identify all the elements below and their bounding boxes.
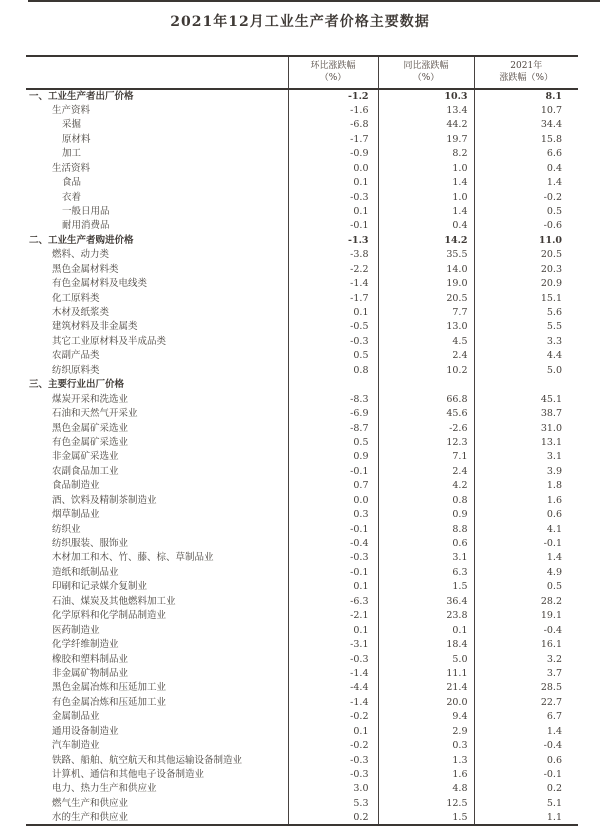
value-cell: 5.3 xyxy=(288,796,378,810)
table-row xyxy=(26,378,578,392)
row-label: 衣着 xyxy=(62,191,82,203)
value-cell: 1.8 xyxy=(474,479,578,493)
value-cell: 23.8 xyxy=(378,609,474,623)
value-cell: 6.7 xyxy=(474,710,578,724)
table-row xyxy=(26,407,578,421)
value-cell: 20.0 xyxy=(378,695,474,709)
row-label: 石油、煤炭及其他燃料加工业 xyxy=(52,595,176,607)
value-cell: 4.4 xyxy=(474,349,578,363)
value-cell: -0.3 xyxy=(288,768,378,782)
value-cell: 20.5 xyxy=(378,291,474,305)
table-row xyxy=(26,176,578,190)
value-cell: -0.1 xyxy=(474,537,578,551)
table-row xyxy=(26,392,578,406)
value-cell: 2.4 xyxy=(378,349,474,363)
value-cell: 0.9 xyxy=(378,508,474,522)
row-label: 水的生产和供应业 xyxy=(52,811,129,823)
column-header-line2: 涨跌幅（%） xyxy=(499,72,554,83)
table-row xyxy=(26,652,578,666)
table-row xyxy=(26,190,578,204)
table-row xyxy=(26,205,578,219)
value-cell: 45.1 xyxy=(474,392,578,406)
value-cell: 5.6 xyxy=(474,306,578,320)
table-row xyxy=(26,118,578,132)
value-cell: 1.6 xyxy=(378,768,474,782)
table-row xyxy=(26,320,578,334)
table-row xyxy=(26,594,578,608)
row-label: 食品制造业 xyxy=(52,480,100,492)
value-cell: 1.5 xyxy=(378,811,474,825)
row-label: 金属制品业 xyxy=(52,711,100,723)
value-cell: 12.3 xyxy=(378,436,474,450)
row-label: 造纸和纸制品业 xyxy=(52,566,119,578)
row-label: 通用设备制造业 xyxy=(52,725,119,737)
value-cell: 14.2 xyxy=(378,233,474,247)
value-cell: 10.2 xyxy=(378,363,474,377)
value-cell: -0.1 xyxy=(288,522,378,536)
value-cell: 0.1 xyxy=(378,623,474,637)
value-cell: -0.9 xyxy=(288,147,378,161)
row-label: 计算机、通信和其他电子设备制造业 xyxy=(52,769,205,781)
value-cell: 28.5 xyxy=(474,681,578,695)
table-row xyxy=(26,89,578,103)
value-cell: 44.2 xyxy=(378,118,474,132)
table-row xyxy=(26,421,578,435)
row-label: 纺织业 xyxy=(52,523,81,535)
table-row xyxy=(26,233,578,247)
value-cell: 1.0 xyxy=(378,190,474,204)
table-row xyxy=(26,132,578,146)
value-cell: 12.5 xyxy=(378,796,474,810)
row-label: 黑色金属矿采选业 xyxy=(52,422,129,434)
value-cell: 3.7 xyxy=(474,667,578,681)
row-label: 石油和天然气开采业 xyxy=(52,408,138,420)
value-cell: 3.9 xyxy=(474,464,578,478)
value-cell: 15.1 xyxy=(474,291,578,305)
value-cell: 0.6 xyxy=(474,753,578,767)
row-label: 燃料、动力类 xyxy=(52,249,110,261)
value-cell xyxy=(288,378,378,392)
value-cell: 0.3 xyxy=(378,739,474,753)
row-label: 二、工业生产者购进价格 xyxy=(29,234,134,246)
value-cell: 10.7 xyxy=(474,103,578,117)
page-title: 2021年12月工业生产者价格主要数据 xyxy=(170,14,430,30)
row-label: 木材加工和木、竹、藤、棕、草制品业 xyxy=(52,552,214,564)
table-row xyxy=(26,450,578,464)
table-row xyxy=(26,623,578,637)
value-cell: 0.7 xyxy=(288,479,378,493)
value-cell: 15.8 xyxy=(474,132,578,146)
row-label: 有色金属冶炼和压延加工业 xyxy=(52,696,167,708)
row-label: 橡胶和塑料制品业 xyxy=(52,653,129,665)
value-cell: 0.0 xyxy=(288,161,378,175)
row-label: 黑色金属材料类 xyxy=(52,263,119,275)
value-cell: 0.1 xyxy=(288,580,378,594)
value-cell: 13.4 xyxy=(378,103,474,117)
value-cell: 6.6 xyxy=(474,147,578,161)
table-row xyxy=(26,811,578,825)
table-row xyxy=(26,609,578,623)
value-cell: 4.9 xyxy=(474,565,578,579)
row-label: 一般日用品 xyxy=(62,205,110,217)
value-cell: 19.7 xyxy=(378,132,474,146)
row-label: 化学原料和化学制品制造业 xyxy=(52,610,167,622)
value-cell: -3.8 xyxy=(288,248,378,262)
table-row xyxy=(26,363,578,377)
value-cell: 38.7 xyxy=(474,407,578,421)
value-cell: 0.1 xyxy=(288,724,378,738)
value-cell: 5.5 xyxy=(474,320,578,334)
table-row xyxy=(26,710,578,724)
row-label: 农副食品加工业 xyxy=(52,465,119,477)
value-cell: 1.0 xyxy=(378,161,474,175)
value-cell: -1.4 xyxy=(288,695,378,709)
row-label: 生活资料 xyxy=(52,162,91,174)
table-row xyxy=(26,161,578,175)
table-row xyxy=(26,551,578,565)
value-cell: -0.2 xyxy=(288,710,378,724)
value-cell: 19.0 xyxy=(378,277,474,291)
value-cell: -0.3 xyxy=(288,334,378,348)
table-row xyxy=(26,436,578,450)
value-cell: -0.1 xyxy=(288,219,378,233)
value-cell: 3.2 xyxy=(474,652,578,666)
value-cell: -1.7 xyxy=(288,291,378,305)
value-cell: 1.1 xyxy=(474,811,578,825)
column-header xyxy=(378,56,474,89)
top-divider xyxy=(28,0,600,2)
value-cell: 4.8 xyxy=(378,782,474,796)
column-header xyxy=(288,56,378,89)
value-cell: 21.4 xyxy=(378,681,474,695)
value-cell: -1.6 xyxy=(288,103,378,117)
value-cell: 14.0 xyxy=(378,262,474,276)
value-cell: -0.3 xyxy=(288,551,378,565)
table-header xyxy=(26,56,578,89)
value-cell: -0.3 xyxy=(288,190,378,204)
table-row xyxy=(26,508,578,522)
value-cell: 4.1 xyxy=(474,522,578,536)
value-cell: 0.4 xyxy=(378,219,474,233)
row-label: 耐用消费品 xyxy=(62,220,110,232)
table-row xyxy=(26,580,578,594)
value-cell: 28.2 xyxy=(474,594,578,608)
value-cell: 7.7 xyxy=(378,306,474,320)
value-cell: -6.8 xyxy=(288,118,378,132)
column-header-line2: （%） xyxy=(412,72,440,83)
value-cell: 5.0 xyxy=(474,363,578,377)
value-cell: 0.8 xyxy=(378,493,474,507)
table-row xyxy=(26,306,578,320)
table-row xyxy=(26,695,578,709)
value-cell: 0.6 xyxy=(378,537,474,551)
value-cell: 0.9 xyxy=(288,450,378,464)
table-row xyxy=(26,681,578,695)
value-cell: 1.6 xyxy=(474,493,578,507)
value-cell: -4.4 xyxy=(288,681,378,695)
value-cell: 0.5 xyxy=(474,580,578,594)
value-cell: 31.0 xyxy=(474,421,578,435)
table-row xyxy=(26,103,578,117)
value-cell: 45.6 xyxy=(378,407,474,421)
value-cell: 2.4 xyxy=(378,464,474,478)
price-table xyxy=(26,55,578,826)
value-cell: 0.1 xyxy=(288,205,378,219)
value-cell: 9.4 xyxy=(378,710,474,724)
row-label: 非金属矿物制品业 xyxy=(52,667,129,679)
column-header xyxy=(474,56,578,89)
value-cell: 1.4 xyxy=(378,205,474,219)
value-cell: 11.1 xyxy=(378,667,474,681)
table-row xyxy=(26,464,578,478)
value-cell: 18.4 xyxy=(378,638,474,652)
table-row xyxy=(26,796,578,810)
value-cell: 8.2 xyxy=(378,147,474,161)
value-cell: -0.1 xyxy=(288,464,378,478)
value-cell: 1.4 xyxy=(474,551,578,565)
column-header-line2: （%） xyxy=(319,72,347,83)
value-cell: 22.7 xyxy=(474,695,578,709)
value-cell: 20.5 xyxy=(474,248,578,262)
value-cell: 1.4 xyxy=(474,176,578,190)
value-cell: 6.3 xyxy=(378,565,474,579)
value-cell: -1.7 xyxy=(288,132,378,146)
value-cell: 10.3 xyxy=(378,89,474,103)
row-label: 黑色金属冶炼和压延加工业 xyxy=(52,682,167,694)
value-cell: -6.3 xyxy=(288,594,378,608)
value-cell: 16.1 xyxy=(474,638,578,652)
value-cell xyxy=(474,378,578,392)
row-label: 采掘 xyxy=(62,119,82,131)
value-cell: -0.4 xyxy=(474,623,578,637)
value-cell: 35.5 xyxy=(378,248,474,262)
value-cell: -8.3 xyxy=(288,392,378,406)
row-label: 烟草制品业 xyxy=(52,509,100,521)
value-cell: 3.1 xyxy=(474,450,578,464)
row-label: 非金属矿采选业 xyxy=(52,451,119,463)
value-cell: 8.8 xyxy=(378,522,474,536)
row-label: 建筑材料及非金属类 xyxy=(52,321,138,333)
value-cell: -0.1 xyxy=(474,768,578,782)
table-row xyxy=(26,667,578,681)
row-label: 木材及纸浆类 xyxy=(52,307,110,319)
value-cell: 0.1 xyxy=(288,176,378,190)
value-cell: -0.1 xyxy=(288,565,378,579)
value-cell: 2.9 xyxy=(378,724,474,738)
value-cell: 0.5 xyxy=(288,436,378,450)
corner-cell xyxy=(26,56,288,89)
value-cell: -8.7 xyxy=(288,421,378,435)
table-row xyxy=(26,753,578,767)
row-label: 汽车制造业 xyxy=(52,740,100,752)
value-cell: -1.4 xyxy=(288,277,378,291)
header-row xyxy=(26,56,578,89)
value-cell: 3.3 xyxy=(474,334,578,348)
row-label: 加工 xyxy=(62,148,82,160)
value-cell: 3.1 xyxy=(378,551,474,565)
value-cell: -2.1 xyxy=(288,609,378,623)
row-label: 农副产品类 xyxy=(52,350,100,362)
table-row xyxy=(26,334,578,348)
table-row xyxy=(26,739,578,753)
value-cell: 0.6 xyxy=(474,508,578,522)
value-cell: -0.4 xyxy=(474,739,578,753)
value-cell: 4.2 xyxy=(378,479,474,493)
row-label: 纺织服装、服饰业 xyxy=(52,538,129,550)
table-row xyxy=(26,493,578,507)
column-header-line1: 环比涨跌幅 xyxy=(310,61,356,71)
value-cell: 1.5 xyxy=(378,580,474,594)
value-cell: -6.9 xyxy=(288,407,378,421)
value-cell: -0.2 xyxy=(288,739,378,753)
value-cell: 0.1 xyxy=(288,306,378,320)
table-row xyxy=(26,724,578,738)
row-label: 三、主要行业出厂价格 xyxy=(29,379,125,391)
value-cell: -1.4 xyxy=(288,667,378,681)
value-cell: -0.4 xyxy=(288,537,378,551)
row-label: 煤炭开采和洗选业 xyxy=(52,393,129,405)
table-body xyxy=(26,89,578,825)
row-label: 酒、饮料及精制茶制造业 xyxy=(52,494,157,506)
value-cell: 0.8 xyxy=(288,363,378,377)
row-label: 有色金属矿采选业 xyxy=(52,436,129,448)
value-cell: -1.3 xyxy=(288,233,378,247)
value-cell: 5.0 xyxy=(378,652,474,666)
value-cell: 1.3 xyxy=(378,753,474,767)
value-cell: 13.1 xyxy=(474,436,578,450)
table-row xyxy=(26,262,578,276)
value-cell: -0.2 xyxy=(474,190,578,204)
value-cell: -3.1 xyxy=(288,638,378,652)
value-cell xyxy=(378,378,474,392)
value-cell: 0.5 xyxy=(474,205,578,219)
row-label: 其它工业原材料及半成品类 xyxy=(52,335,167,347)
table-row xyxy=(26,479,578,493)
value-cell: 8.1 xyxy=(474,89,578,103)
table-row xyxy=(26,248,578,262)
column-header-line1: 同比涨跌幅 xyxy=(403,61,449,71)
value-cell: 0.3 xyxy=(288,508,378,522)
value-cell: -1.2 xyxy=(288,89,378,103)
value-cell: 13.0 xyxy=(378,320,474,334)
row-label: 纺织原料类 xyxy=(52,364,100,376)
table-row xyxy=(26,565,578,579)
value-cell: 0.4 xyxy=(474,161,578,175)
value-cell: 0.2 xyxy=(288,811,378,825)
value-cell: 3.0 xyxy=(288,782,378,796)
value-cell: 19.1 xyxy=(474,609,578,623)
table-row xyxy=(26,349,578,363)
row-label: 印刷和记录媒介复制业 xyxy=(52,581,148,593)
row-label: 食品 xyxy=(62,177,82,189)
row-label: 电力、热力生产和供应业 xyxy=(52,783,157,795)
column-header-line1: 2021年 xyxy=(510,61,543,71)
value-cell: -0.3 xyxy=(288,652,378,666)
value-cell: -0.5 xyxy=(288,320,378,334)
value-cell: -0.3 xyxy=(288,753,378,767)
table-row xyxy=(26,147,578,161)
table-row xyxy=(26,782,578,796)
row-label: 一、工业生产者出厂价格 xyxy=(29,90,134,102)
value-cell: 36.4 xyxy=(378,594,474,608)
table-row xyxy=(26,537,578,551)
value-cell: 0.5 xyxy=(288,349,378,363)
value-cell: 4.5 xyxy=(378,334,474,348)
value-cell: -2.6 xyxy=(378,421,474,435)
value-cell: 66.8 xyxy=(378,392,474,406)
value-cell: 1.4 xyxy=(378,176,474,190)
row-label: 化工原料类 xyxy=(52,292,100,304)
table-row xyxy=(26,277,578,291)
value-cell: 1.4 xyxy=(474,724,578,738)
row-label: 生产资料 xyxy=(52,104,91,116)
value-cell: 20.9 xyxy=(474,277,578,291)
row-label: 燃气生产和供应业 xyxy=(52,797,129,809)
row-label: 铁路、船舶、航空航天和其他运输设备制造业 xyxy=(52,754,243,766)
value-cell: 0.1 xyxy=(288,623,378,637)
value-cell: 11.0 xyxy=(474,233,578,247)
value-cell: 20.3 xyxy=(474,262,578,276)
table-row xyxy=(26,219,578,233)
table-row xyxy=(26,768,578,782)
value-cell: 0.2 xyxy=(474,782,578,796)
row-label: 有色金属材料及电线类 xyxy=(52,278,148,290)
value-cell: 34.4 xyxy=(474,118,578,132)
value-cell: -0.6 xyxy=(474,219,578,233)
table-row xyxy=(26,522,578,536)
value-cell: 7.1 xyxy=(378,450,474,464)
table-row xyxy=(26,638,578,652)
row-label: 医药制造业 xyxy=(52,624,100,636)
row-label: 原材料 xyxy=(62,133,91,145)
value-cell: -2.2 xyxy=(288,262,378,276)
value-cell: 5.1 xyxy=(474,796,578,810)
row-label: 化学纤维制造业 xyxy=(52,639,119,651)
value-cell: 0.0 xyxy=(288,493,378,507)
table-row xyxy=(26,291,578,305)
